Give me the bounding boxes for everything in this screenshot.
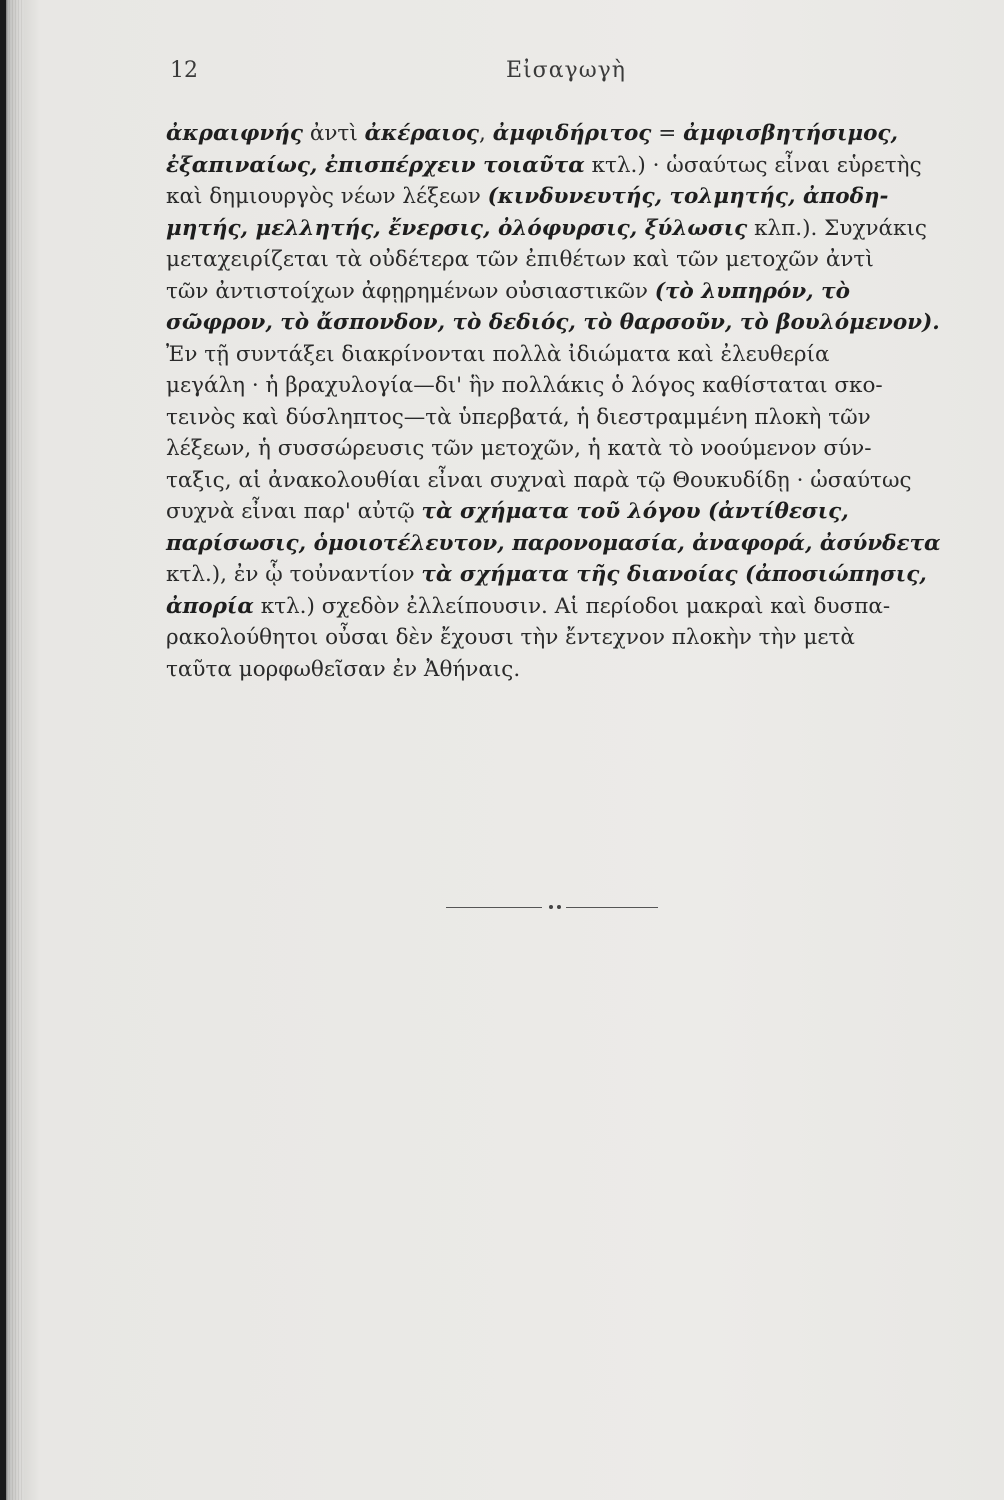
divider-rule-right — [566, 907, 658, 908]
emphasized-text: ἀκραιφνής — [166, 121, 303, 146]
emphasized-text: τὰ σχήματα τῆς διανοίας (ἀποσιώπησις, — [421, 562, 927, 587]
text-line — [166, 465, 972, 497]
text-run: συχνὰ εἶναι παρ' αὐτῷ — [166, 499, 422, 524]
emphasized-text: ἀπορία — [166, 593, 254, 619]
text-run: κτλ.) · ὡσαύτως εἶναι εὑρετὴς — [584, 152, 922, 178]
emphasized-text: παρίσωσις, ὁμοιοτέλευτον, παρονομασία, ἀναφορά, ἀσύνδετα — [166, 530, 941, 556]
body-text — [166, 118, 972, 685]
emphasized-text: σῶφρον, τὸ ἄσπονδον, τὸ δεδιός, τὸ θαρσοῦν, τὸ βουλόμενον). — [166, 310, 940, 335]
text-line — [166, 591, 972, 623]
text-line — [166, 118, 972, 150]
text-run: τῶν ἀντιστοίχων ἀφῃρημένων οὐσιαστικῶν — [166, 278, 655, 304]
page-header — [170, 58, 970, 92]
text-run: κτλ.), ἐν ᾧ τοὐναντίον — [166, 562, 422, 587]
text-line — [166, 213, 972, 245]
emphasized-text: ἀμφισβητήσιμος, — [683, 121, 898, 146]
text-run: Ἐν τῇ συντάξει διακρίνονται πολλὰ ἰδιώματα καὶ ἐλευθερία — [166, 341, 830, 367]
text-line — [166, 496, 972, 528]
divider-dot — [549, 905, 553, 909]
running-title: Εἰσαγωγὴ — [506, 58, 626, 83]
text-line — [166, 528, 972, 560]
emphasized-text: ἀκέραιος — [364, 121, 480, 146]
text-line — [166, 370, 972, 402]
emphasized-text: τὰ σχήματα τοῦ λόγου (ἀντίθεσις, — [421, 499, 849, 524]
text-run: ταῦτα μορφωθεῖσαν ἐν Ἀθήναις. — [166, 656, 521, 682]
text-run: μεταχειρίζεται τὰ οὐδέτερα τῶν ἐπιθέτων καὶ τῶν μετοχῶν ἀντὶ — [166, 247, 874, 272]
emphasized-text: ἀμφιδήριτος — [492, 121, 652, 146]
section-divider — [446, 904, 658, 912]
text-line — [166, 402, 972, 434]
text-line — [166, 622, 972, 654]
text-run: ρακολούθητοι οὖσαι δὲν ἔχουσι τὴν ἔντεχνον πλοκὴν τὴν μετὰ — [166, 625, 855, 650]
text-run: τεινὸς καὶ δύσληπτος—τὰ ὑπερβατά, ἡ διεστραμμένη πλοκὴ τῶν — [166, 404, 871, 430]
text-run: ταξις, αἱ ἀνακολουθίαι εἶναι συχναὶ παρὰ τῷ Θουκυδίδῃ · ὡσαύτως — [166, 467, 912, 493]
divider-rule-left — [446, 907, 542, 908]
text-run: λέξεων, ἡ συσσώρευσις τῶν μετοχῶν, ἡ κατὰ τὸ νοούμενον σύν- — [166, 436, 872, 461]
text-run: , — [479, 121, 493, 146]
emphasized-text: (τὸ λυπηρόν, τὸ — [654, 278, 850, 304]
divider-dot — [557, 905, 561, 909]
text-run: μεγάλη · ἡ βραχυλογία—δι' ἣν πολλάκις ὁ λόγος καθίσταται σκο- — [166, 373, 883, 398]
text-line — [166, 244, 972, 276]
emphasized-text: (κινδυνευτής, τολμητής, ἀποδη- — [487, 184, 889, 209]
text-line — [166, 654, 972, 686]
emphasized-text: ἐξαπιναίως, ἐπισπέρχειν τοιαῦτα — [166, 152, 585, 178]
text-line — [166, 433, 972, 465]
page-number: 12 — [170, 58, 198, 83]
text-line — [166, 307, 972, 339]
text-run: καὶ δημιουργὸς νέων λέξεων — [166, 184, 488, 209]
text-line — [166, 339, 972, 371]
text-run: κτλ.) σχεδὸν ἐλλείπουσιν. Αἱ περίοδοι μακραὶ καὶ δυσπα- — [253, 593, 891, 619]
page-gutter — [6, 0, 24, 1500]
text-line — [166, 559, 972, 591]
text-line — [166, 181, 972, 213]
text-line — [166, 150, 972, 182]
text-run: ἀντὶ — [303, 121, 365, 146]
text-run: = — [651, 121, 684, 146]
text-line — [166, 276, 972, 308]
emphasized-text: μητής, μελλητής, ἔνερσις, ὀλόφυρσις, ξύλωσις — [166, 215, 748, 241]
text-run: κλπ.). Συχνάκις — [747, 215, 927, 241]
